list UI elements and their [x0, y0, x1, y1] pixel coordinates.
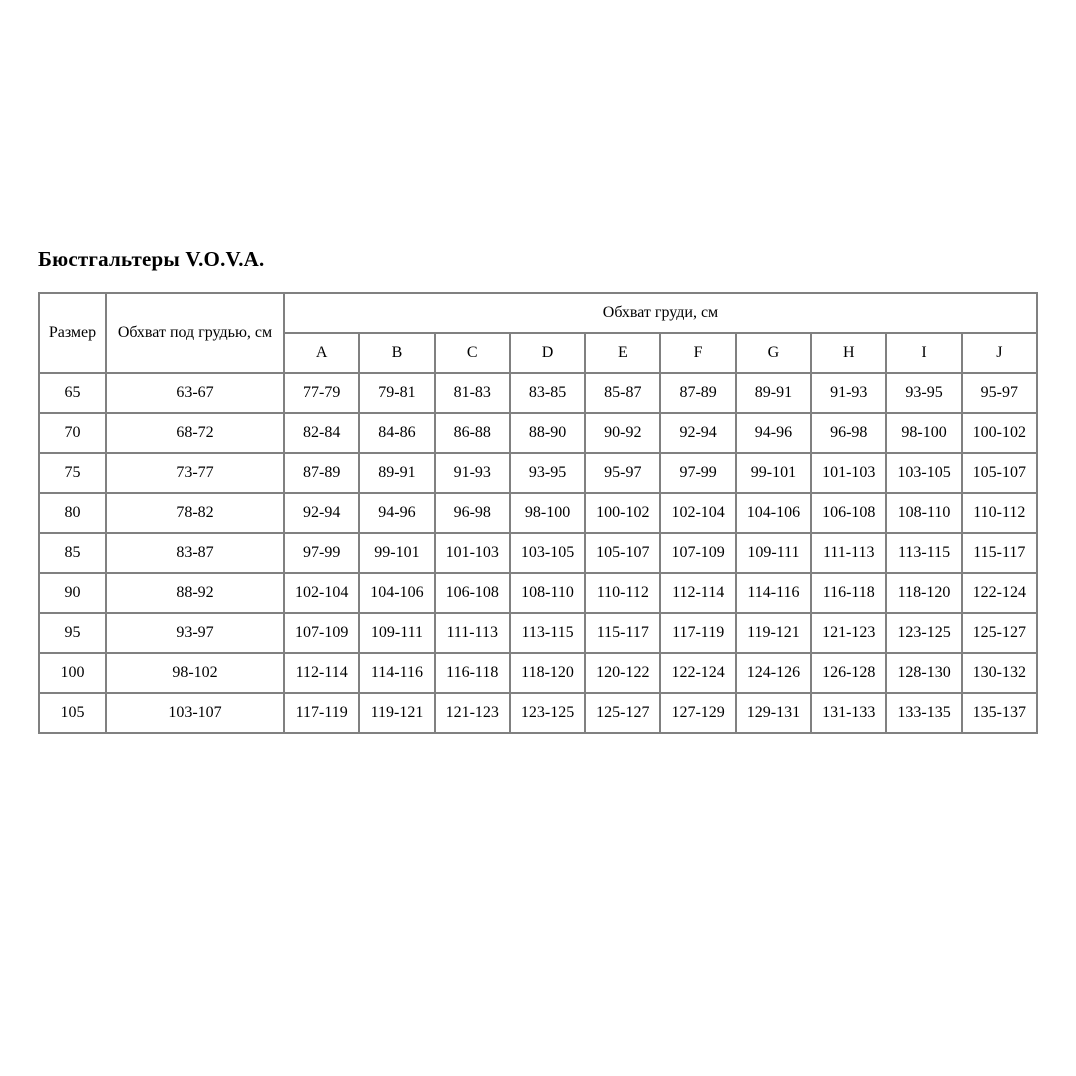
size-table	[38, 292, 1038, 734]
bust-range-cell: 121-123	[435, 693, 510, 733]
bust-range-cell: 84-86	[359, 413, 434, 453]
bust-range-cell: 121-123	[811, 613, 886, 653]
bust-range-cell: 113-115	[886, 533, 961, 573]
bust-range-cell: 86-88	[435, 413, 510, 453]
size-cell: 100	[39, 653, 106, 693]
bust-range-cell: 105-107	[585, 533, 660, 573]
cup-column-header: D	[510, 333, 585, 373]
size-cell: 105	[39, 693, 106, 733]
bust-range-cell: 95-97	[585, 453, 660, 493]
bust-range-cell: 104-106	[359, 573, 434, 613]
table-row	[39, 573, 1037, 613]
table-row	[39, 613, 1037, 653]
bust-range-cell: 130-132	[962, 653, 1037, 693]
bust-range-cell: 122-124	[962, 573, 1037, 613]
bust-range-cell: 93-95	[510, 453, 585, 493]
cup-column-header: I	[886, 333, 961, 373]
bust-range-cell: 120-122	[585, 653, 660, 693]
cup-column-header: G	[736, 333, 811, 373]
underbust-cell: 88-92	[106, 573, 284, 613]
size-cell: 75	[39, 453, 106, 493]
bust-range-cell: 89-91	[359, 453, 434, 493]
bust-range-cell: 119-121	[359, 693, 434, 733]
bust-range-cell: 77-79	[284, 373, 359, 413]
bust-range-cell: 116-118	[811, 573, 886, 613]
bust-range-cell: 106-108	[435, 573, 510, 613]
table-row	[39, 533, 1037, 573]
table-row	[39, 693, 1037, 733]
bust-range-cell: 133-135	[886, 693, 961, 733]
bust-range-cell: 126-128	[811, 653, 886, 693]
bust-range-cell: 98-100	[886, 413, 961, 453]
bust-range-cell: 125-127	[585, 693, 660, 733]
bust-range-cell: 100-102	[585, 493, 660, 533]
bust-range-cell: 117-119	[660, 613, 735, 653]
bust-range-cell: 102-104	[660, 493, 735, 533]
bust-range-cell: 95-97	[962, 373, 1037, 413]
table-row	[39, 453, 1037, 493]
bust-range-cell: 91-93	[435, 453, 510, 493]
bust-range-cell: 131-133	[811, 693, 886, 733]
bust-range-cell: 91-93	[811, 373, 886, 413]
bust-range-cell: 92-94	[284, 493, 359, 533]
bust-range-cell: 123-125	[886, 613, 961, 653]
bust-range-cell: 108-110	[886, 493, 961, 533]
bust-range-cell: 82-84	[284, 413, 359, 453]
bust-range-cell: 94-96	[736, 413, 811, 453]
bust-range-cell: 109-111	[736, 533, 811, 573]
bust-range-cell: 117-119	[284, 693, 359, 733]
bust-range-cell: 114-116	[736, 573, 811, 613]
bust-range-cell: 89-91	[736, 373, 811, 413]
cup-column-header: H	[811, 333, 886, 373]
table-body	[39, 373, 1037, 733]
bust-range-cell: 116-118	[435, 653, 510, 693]
bust-range-cell: 106-108	[811, 493, 886, 533]
bust-range-cell: 87-89	[660, 373, 735, 413]
bust-range-cell: 109-111	[359, 613, 434, 653]
bust-range-cell: 103-105	[510, 533, 585, 573]
bust-range-cell: 111-113	[811, 533, 886, 573]
bust-range-cell: 122-124	[660, 653, 735, 693]
size-cell: 85	[39, 533, 106, 573]
table-row	[39, 413, 1037, 453]
bust-range-cell: 112-114	[284, 653, 359, 693]
bust-range-cell: 105-107	[962, 453, 1037, 493]
bust-range-cell: 83-85	[510, 373, 585, 413]
bust-range-cell: 79-81	[359, 373, 434, 413]
size-cell: 90	[39, 573, 106, 613]
bust-range-cell: 124-126	[736, 653, 811, 693]
bust-range-cell: 110-112	[962, 493, 1037, 533]
bust-range-cell: 101-103	[811, 453, 886, 493]
bust-range-cell: 111-113	[435, 613, 510, 653]
bust-range-cell: 128-130	[886, 653, 961, 693]
bust-group-header: Обхват груди, см	[284, 293, 1037, 333]
underbust-cell: 78-82	[106, 493, 284, 533]
bust-range-cell: 113-115	[510, 613, 585, 653]
cup-column-header: C	[435, 333, 510, 373]
size-cell: 80	[39, 493, 106, 533]
underbust-cell: 98-102	[106, 653, 284, 693]
bust-range-cell: 118-120	[886, 573, 961, 613]
underbust-cell: 83-87	[106, 533, 284, 573]
bust-range-cell: 127-129	[660, 693, 735, 733]
size-column-header: Размер	[39, 293, 106, 373]
size-cell: 95	[39, 613, 106, 653]
bust-range-cell: 135-137	[962, 693, 1037, 733]
bust-range-cell: 102-104	[284, 573, 359, 613]
cup-column-header: B	[359, 333, 434, 373]
table-header	[39, 293, 1037, 373]
bust-range-cell: 97-99	[660, 453, 735, 493]
bust-range-cell: 93-95	[886, 373, 961, 413]
bust-range-cell: 99-101	[359, 533, 434, 573]
bust-range-cell: 119-121	[736, 613, 811, 653]
cup-column-header: A	[284, 333, 359, 373]
cup-column-header: E	[585, 333, 660, 373]
bust-range-cell: 97-99	[284, 533, 359, 573]
underbust-cell: 93-97	[106, 613, 284, 653]
bust-range-cell: 81-83	[435, 373, 510, 413]
bust-range-cell: 96-98	[811, 413, 886, 453]
bust-range-cell: 98-100	[510, 493, 585, 533]
bust-range-cell: 115-117	[585, 613, 660, 653]
table-row	[39, 373, 1037, 413]
bust-range-cell: 92-94	[660, 413, 735, 453]
bust-range-cell: 107-109	[660, 533, 735, 573]
bust-range-cell: 87-89	[284, 453, 359, 493]
bust-range-cell: 94-96	[359, 493, 434, 533]
bust-range-cell: 101-103	[435, 533, 510, 573]
cup-column-header: F	[660, 333, 735, 373]
cup-column-header: J	[962, 333, 1037, 373]
bust-range-cell: 103-105	[886, 453, 961, 493]
bust-range-cell: 88-90	[510, 413, 585, 453]
bust-range-cell: 96-98	[435, 493, 510, 533]
underbust-column-header: Обхват под грудью, см	[106, 293, 284, 373]
underbust-cell: 103-107	[106, 693, 284, 733]
bust-range-cell: 125-127	[962, 613, 1037, 653]
bust-range-cell: 114-116	[359, 653, 434, 693]
bust-range-cell: 100-102	[962, 413, 1037, 453]
bust-range-cell: 107-109	[284, 613, 359, 653]
size-cell: 70	[39, 413, 106, 453]
bust-range-cell: 115-117	[962, 533, 1037, 573]
underbust-cell: 68-72	[106, 413, 284, 453]
page-title: Бюстгальтеры V.O.V.A.	[38, 247, 265, 271]
underbust-cell: 63-67	[106, 373, 284, 413]
bust-range-cell: 129-131	[736, 693, 811, 733]
table-row	[39, 653, 1037, 693]
bust-range-cell: 118-120	[510, 653, 585, 693]
size-cell: 65	[39, 373, 106, 413]
table-row	[39, 493, 1037, 533]
header-row-top	[39, 293, 1037, 333]
bust-range-cell: 99-101	[736, 453, 811, 493]
bust-range-cell: 112-114	[660, 573, 735, 613]
bust-range-cell: 123-125	[510, 693, 585, 733]
bust-range-cell: 108-110	[510, 573, 585, 613]
bust-range-cell: 104-106	[736, 493, 811, 533]
bust-range-cell: 90-92	[585, 413, 660, 453]
bust-range-cell: 85-87	[585, 373, 660, 413]
bust-range-cell: 110-112	[585, 573, 660, 613]
underbust-cell: 73-77	[106, 453, 284, 493]
